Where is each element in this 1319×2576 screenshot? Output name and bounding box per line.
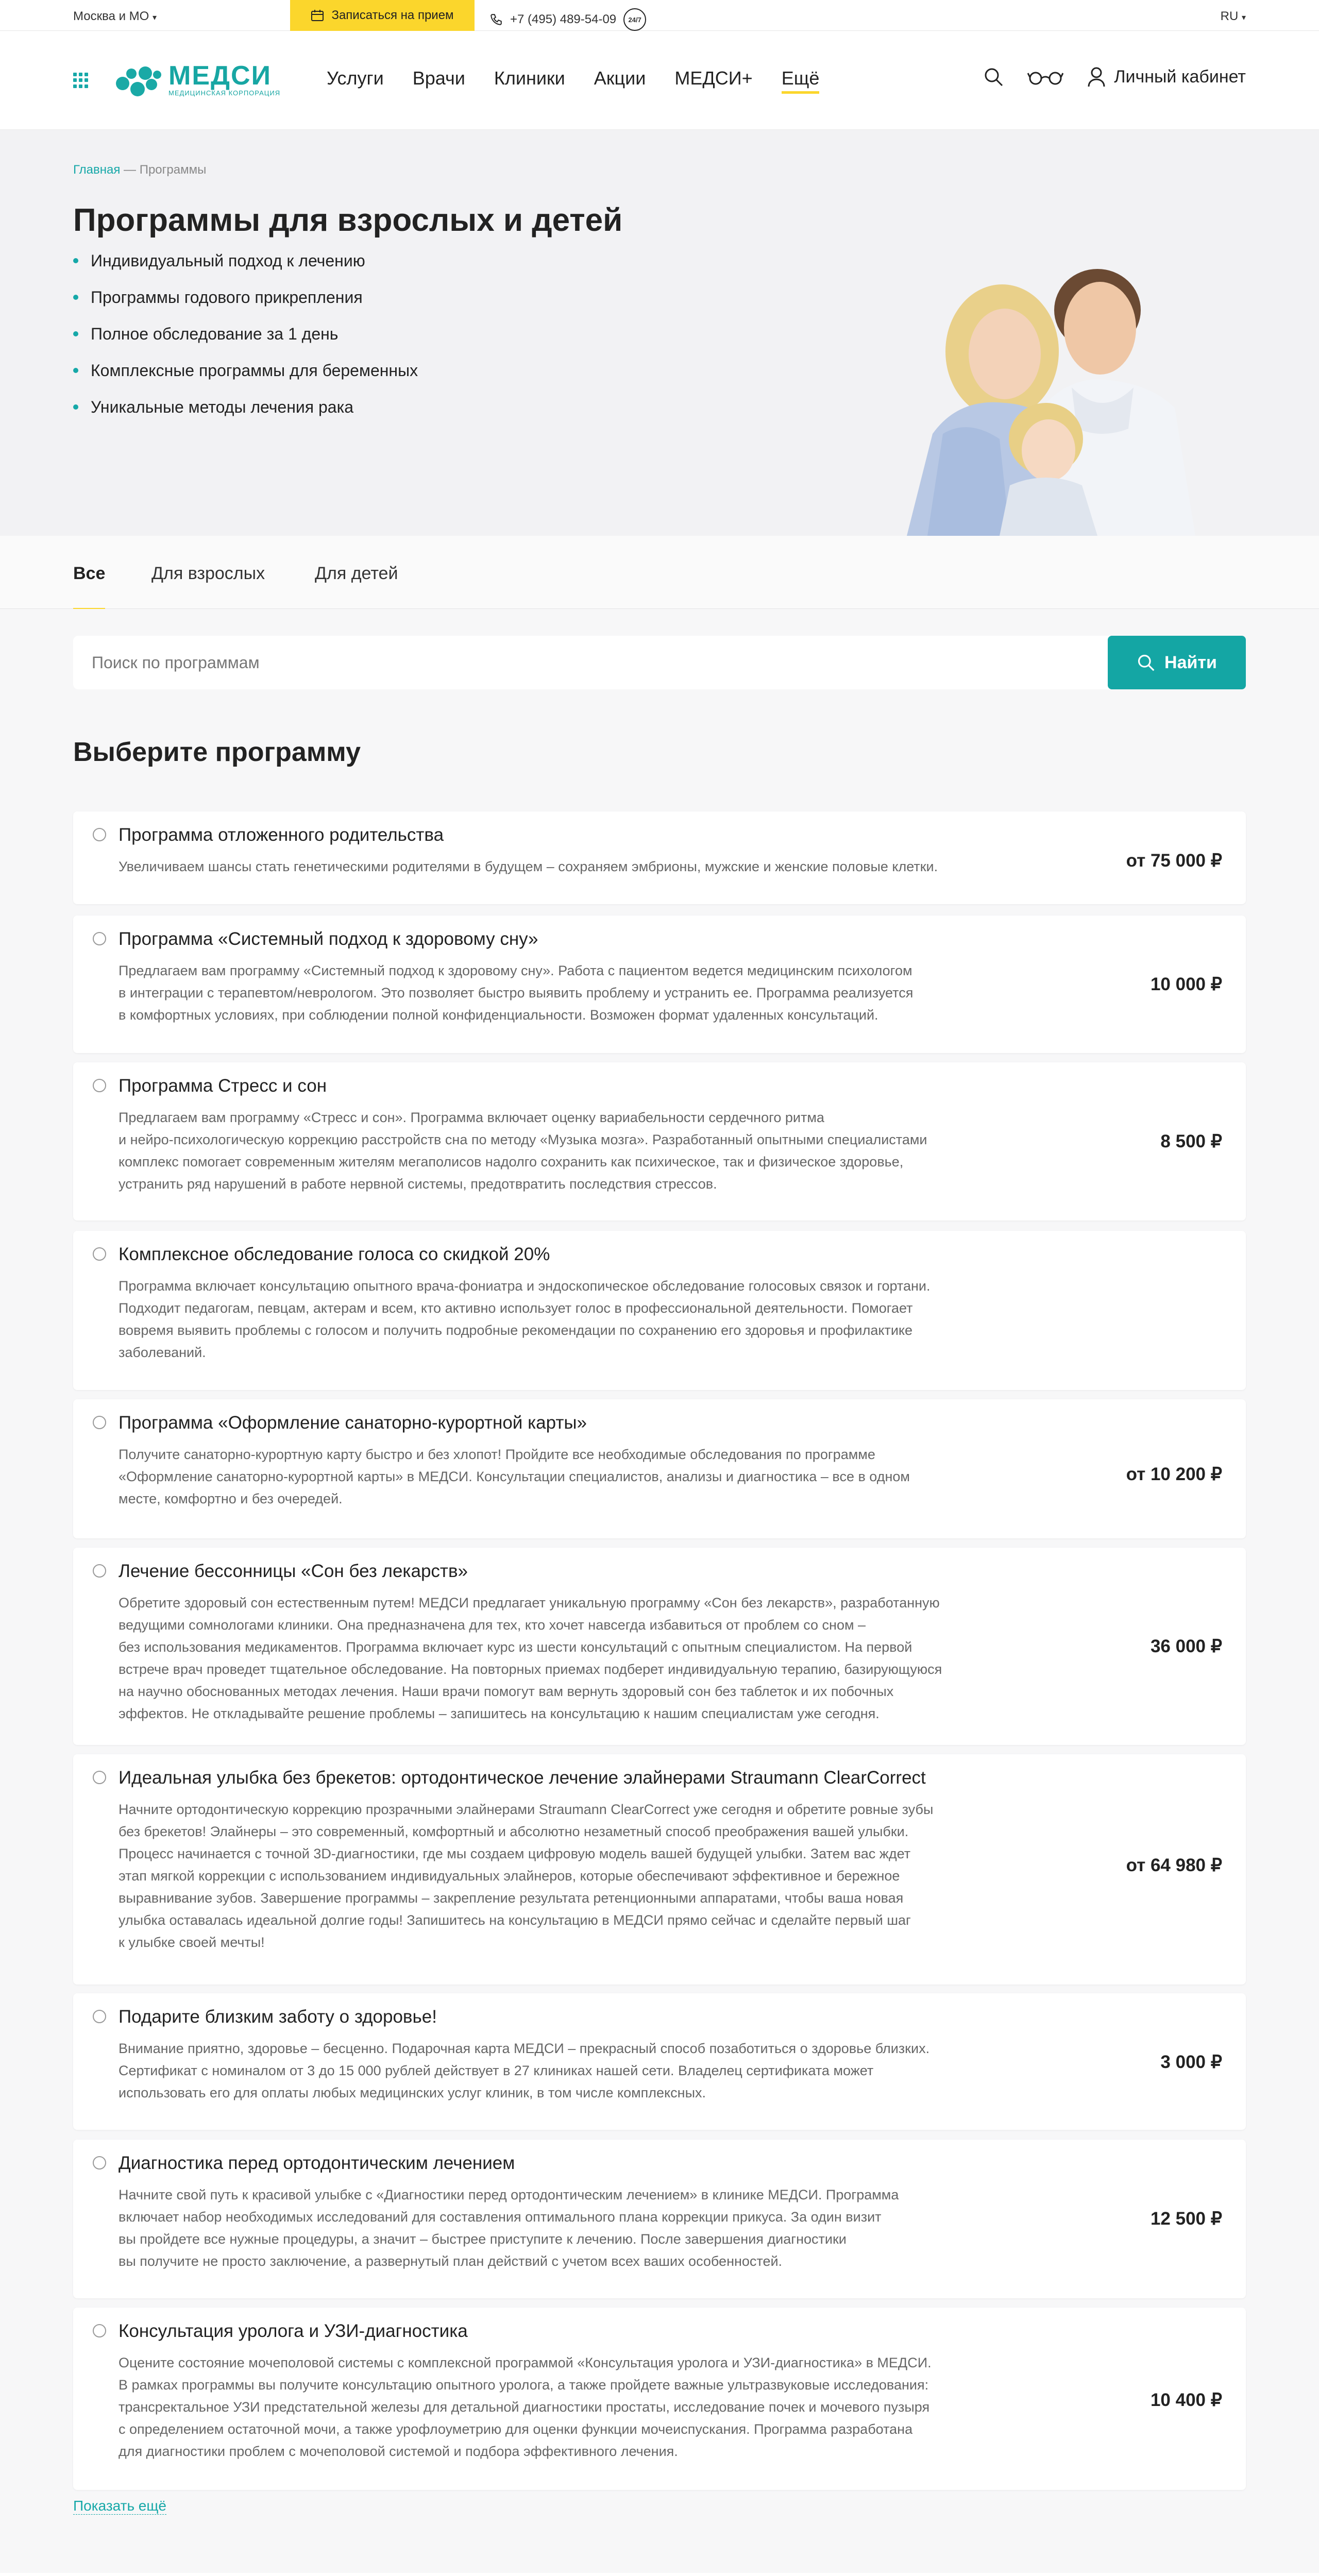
program-description-line: выравнивание зубов. Завершение программы – закрепление результата ретенционными аппаратами, чтобы ваша новая [119, 1890, 904, 1906]
site-header [0, 31, 1319, 130]
nav-clinics[interactable]: Клиники [494, 67, 565, 89]
program-description-line: к улыбке своей мечты! [119, 1935, 265, 1950]
program-description-line: на научно обоснованных методах лечения. Наши врачи помогут вам вернуть здоровый сон без таблеток и их побочных [119, 1684, 894, 1699]
program-title[interactable]: Программа «Системный подход к здоровому сну» [119, 929, 538, 949]
benefit-item: Программы годового прикрепления [73, 288, 418, 307]
program-title[interactable]: Лечение бессонницы «Сон без лекарств» [119, 1561, 468, 1581]
phone-number: +7 (495) 489-54-09 [510, 12, 617, 26]
program-card[interactable] [73, 1754, 1246, 1985]
tab-all[interactable]: Все [73, 564, 106, 583]
program-title[interactable]: Комплексное обследование голоса со скидкой 20% [119, 1244, 550, 1264]
program-description [119, 2184, 1056, 2273]
nav-doctors[interactable]: Врачи [412, 67, 465, 89]
program-description-line: Начните свой путь к красивой улыбке с «Диагностики перед ортодонтическим лечением» в клинике МЕДСИ. Программа [119, 2187, 899, 2202]
program-description-line: «Оформление санаторно-курортной карты» в МЕДСИ. Консультации специалистов, анализы и диагностика – все в одном [119, 1469, 910, 1484]
nav-medsi-plus[interactable]: МЕДСИ+ [674, 67, 753, 89]
program-description-line: Подходит педагогам, певцам, актерам и всем, кто активно использует голос в профессиональной деятельности. Помогает [119, 1300, 913, 1316]
program-price: от 10 200 ₽ [1126, 1464, 1222, 1484]
top-appointment-button[interactable] [290, 0, 475, 31]
program-description-line: вы пройдете все нужные процедуры, а значит – быстрее приступите к лечению. После завершения диагностики [119, 2231, 847, 2247]
program-price: 8 500 ₽ [1160, 1131, 1222, 1151]
program-description [119, 1444, 1056, 1510]
program-title[interactable]: Программа отложенного родительства [119, 825, 444, 845]
program-description [119, 960, 1056, 1026]
program-radio[interactable] [93, 1247, 106, 1261]
section-title: Выберите программу [73, 737, 361, 767]
program-description-line: этап мягкой коррекции с использованием индивидуальных элайнеров, которые обеспечивают эффективное и бережное [119, 1868, 900, 1884]
medsi-logo[interactable] [116, 61, 280, 97]
program-description-line: Сертификат с номиналом от 3 до 15 000 рублей действует в 27 клиниках нашей сети. Владелец сертификата может [119, 2063, 874, 2078]
search-icon[interactable] [983, 66, 1004, 87]
program-title[interactable]: Консультация уролога и УЗИ-диагностика [119, 2321, 468, 2341]
program-description [119, 2352, 1056, 2463]
program-title[interactable]: Программа Стресс и сон [119, 1076, 327, 1096]
program-card[interactable] [73, 1993, 1246, 2130]
program-title[interactable]: Подарите близким заботу о здоровье! [119, 2007, 437, 2027]
program-radio[interactable] [93, 932, 106, 945]
program-description-line: улыбка оставалась идеальной долгие годы! Запишитесь на консультацию в МЕДСИ прямо сейчас и сделайте первый шаг [119, 1912, 911, 1928]
program-description [119, 856, 1056, 878]
program-description-line: Внимание приятно, здоровье – бесценно. Подарочная карта МЕДСИ – прекрасный способ позаботиться о здоровье близких. [119, 2041, 930, 2056]
user-icon [1087, 66, 1106, 87]
program-description-line: Предлагаем вам программу «Системный подход к здоровому сну». Работа с пациентом ведется медицинским психологом [119, 963, 912, 978]
program-description-line: Предлагаем вам программу «Стресс и сон». Программа включает оценку вариабельности сердечного ритма [119, 1110, 824, 1125]
program-description-line: устранить ряд нарушений в работе нервной системы, предотвратить последствия стрессов. [119, 1176, 717, 1192]
program-price: 36 000 ₽ [1150, 1636, 1222, 1656]
page-title: Программы для взрослых и детей [73, 202, 623, 238]
program-card[interactable] [73, 1231, 1246, 1390]
program-radio[interactable] [93, 2010, 106, 2023]
badge-24-7: 24/7 [623, 8, 646, 31]
benefit-item: Уникальные методы лечения рака [73, 398, 418, 417]
top-appointment-label: Записаться на прием [331, 8, 454, 22]
benefit-item: Индивидуальный подход к лечению [73, 251, 418, 270]
program-description-line: в комфортных условиях, при соблюдении полной конфиденциальности. Возможен формат удаленных консультаций. [119, 1007, 878, 1023]
program-description-line: встрече врач проведет тщательное обследование. На повторных приемах подберет индивидуальную терапию, базирующуюся [119, 1662, 942, 1677]
program-description [119, 1275, 1056, 1364]
city-selector[interactable]: Москва и МО ▾ [73, 9, 157, 23]
family-photo [876, 264, 1247, 536]
program-description [119, 2038, 1056, 2104]
main-nav [327, 67, 819, 94]
program-description-line: комплекс помогает современным жителям мегаполисов надолго сохранить как психическое, так и физическое здоровье, [119, 1154, 904, 1170]
search-button-label: Найти [1164, 652, 1217, 672]
program-description-line: вовремя выявить проблемы с голосом и получить подробные рекомендации по сохранению его здоровья и профилактике [119, 1323, 913, 1338]
accessibility-glasses-icon[interactable] [1027, 68, 1063, 86]
program-title[interactable]: Программа «Оформление санаторно-курортной карты» [119, 1413, 587, 1433]
apps-grid-icon[interactable] [73, 73, 89, 88]
search-input[interactable] [73, 636, 1109, 689]
breadcrumb-home[interactable]: Главная [73, 163, 121, 177]
program-description-line: без брекетов! Элайнеры – это современный, комфортный и абсолютно незаметный способ преображения вашей улыбки. [119, 1824, 909, 1839]
program-radio[interactable] [93, 1079, 106, 1092]
logo-mark-icon [116, 61, 162, 97]
program-card[interactable] [73, 1062, 1246, 1221]
program-radio[interactable] [93, 1564, 106, 1578]
chevron-down-icon: ▾ [1241, 13, 1246, 22]
program-title[interactable]: Идеальная улыбка без брекетов: ортодонтическое лечение элайнерами Straumann ClearCorrect [119, 1768, 926, 1788]
program-description [119, 1799, 1056, 1954]
calendar-icon [311, 9, 324, 22]
program-description-line: использовать его для оплаты любых медицинских услуг клиник, в том числе комплексных. [119, 2085, 706, 2100]
search-button[interactable] [1108, 636, 1246, 689]
program-price: от 75 000 ₽ [1126, 851, 1222, 871]
nav-more[interactable]: Ещё [782, 67, 820, 94]
program-description [119, 1592, 1056, 1725]
search-icon [1137, 653, 1155, 672]
program-description-line: Увеличиваем шансы стать генетическими родителями в будущем – сохраняем эмбрионы, мужские и женские половые клетки. [119, 859, 938, 874]
hero-section [0, 130, 1319, 536]
program-card[interactable] [73, 1399, 1246, 1538]
personal-cabinet-label: Личный кабинет [1114, 66, 1246, 87]
program-description-line: Программа включает консультацию опытного врача-фониатра и эндоскопическое обследование голосовых связок и гортани. [119, 1278, 931, 1294]
program-description-line: месте, комфортно и без очередей. [119, 1491, 343, 1506]
benefit-item: Полное обследование за 1 день [73, 325, 418, 344]
program-description-line: включает набор необходимых исследований для составления оптимального плана коррекции прикуса. За один визит [119, 2209, 882, 2225]
phone-link[interactable] [489, 8, 646, 31]
chevron-down-icon: ▾ [153, 13, 157, 22]
header-actions [983, 66, 1246, 87]
language-selector[interactable]: RU ▾ [1220, 9, 1246, 23]
program-radio[interactable] [93, 2156, 106, 2170]
program-price: 10 000 ₽ [1150, 974, 1222, 994]
programs-section [0, 609, 1319, 2573]
program-card[interactable] [73, 2140, 1246, 2298]
program-description-line: ведущими сомнологами клиники. Она предназначена для тех, кто хочет навсегда избавиться от проблем со сном – [119, 1617, 866, 1633]
program-card[interactable] [73, 2308, 1246, 2490]
nav-services[interactable]: Услуги [327, 67, 384, 89]
logo-subtitle: МЕДИЦИНСКАЯ КОРПОРАЦИЯ [168, 89, 281, 97]
program-description-line: В рамках программы вы получите консультацию опытного уролога, а также пройдете важные ультразвуковые исследования: [119, 2377, 929, 2393]
program-description-line: Процесс начинается с точной 3D-диагностики, где мы создаем цифровую модель вашей будущей улыбки. Затем вас ждет [119, 1846, 911, 1861]
program-description [119, 1107, 1056, 1195]
program-description-line: и нейро-психологическую коррекцию расстройств сна по методу «Музыка мозга». Разработанный опытными специалистами [119, 1132, 927, 1147]
phone-icon [489, 13, 503, 26]
program-description-line: эффектов. Не откладывайте решение проблемы – запишитесь на консультацию к нашим специалистам уже сегодня. [119, 1706, 880, 1721]
personal-cabinet-link[interactable] [1087, 66, 1246, 87]
program-description-line: заболеваний. [119, 1345, 206, 1360]
program-card[interactable] [73, 811, 1246, 904]
program-price: 10 400 ₽ [1150, 2390, 1222, 2410]
tab-children[interactable]: Для детей [315, 564, 398, 583]
top-bar [0, 0, 1319, 31]
program-description-line: Начните ортодонтическую коррекцию прозрачными элайнерами Straumann ClearCorrect уже сегодня и обретите ровные зубы [119, 1802, 934, 1817]
program-description-line: с определением остаточной мочи, а также урофлоуметрию для оценки функции мочеиспускания. Программа разработана [119, 2421, 913, 2437]
program-title[interactable]: Диагностика перед ортодонтическим лечением [119, 2153, 515, 2173]
program-price: 12 500 ₽ [1150, 2209, 1222, 2229]
logo-name: МЕДСИ [168, 60, 272, 91]
breadcrumb-current: Программы [139, 163, 207, 177]
program-price: от 64 980 ₽ [1126, 1855, 1222, 1875]
benefit-item: Комплексные программы для беременных [73, 361, 418, 380]
program-radio[interactable] [93, 2324, 106, 2337]
program-price: 3 000 ₽ [1160, 2052, 1222, 2072]
program-description-line: для диагностики проблем с мочеполовой системой и подбора эффективного лечения. [119, 2444, 678, 2459]
program-card[interactable] [73, 916, 1246, 1053]
show-more-link[interactable]: Показать ещё [73, 2498, 166, 2514]
program-description-line: вы получите не просто заключение, а развернутый план действий с учетом всех ваших особенностей. [119, 2253, 783, 2269]
program-card[interactable] [73, 1548, 1246, 1745]
hero-benefits-list [73, 251, 418, 434]
program-search [73, 636, 1246, 689]
breadcrumb [73, 163, 206, 177]
tab-adults[interactable]: Для взрослых [151, 564, 265, 583]
breadcrumb-separator: — [124, 163, 137, 177]
program-description-line: трансректальное УЗИ предстательной железы для детальной диагностики простаты, исследование почек и мочевого пузыря [119, 2399, 930, 2415]
program-radio[interactable] [93, 1416, 106, 1429]
program-description-line: Оцените состояние мочеполовой системы с комплексной программой «Консультация уролога и УЗИ-диагностика» в МЕДСИ. [119, 2355, 932, 2370]
nav-promotions[interactable]: Акции [594, 67, 646, 89]
program-description-line: Обретите здоровый сон естественным путем! МЕДСИ предлагает уникальную программу «Сон без лекарств», разработанную [119, 1595, 940, 1611]
program-description-line: Получите санаторно-курортную карту быстро и без хлопот! Пройдите все необходимые обследования по программе [119, 1447, 875, 1462]
program-radio[interactable] [93, 1771, 106, 1784]
program-description-line: в интеграции с терапевтом/неврологом. Это позволяет быстро выявить проблему и устранить ее. Программа реализуется [119, 985, 914, 1001]
program-radio[interactable] [93, 828, 106, 841]
program-description-line: без использования медикаментов. Программа включает курс из шести консультаций с опытным специалистом. На первой [119, 1639, 912, 1655]
program-tabs [0, 536, 1319, 609]
